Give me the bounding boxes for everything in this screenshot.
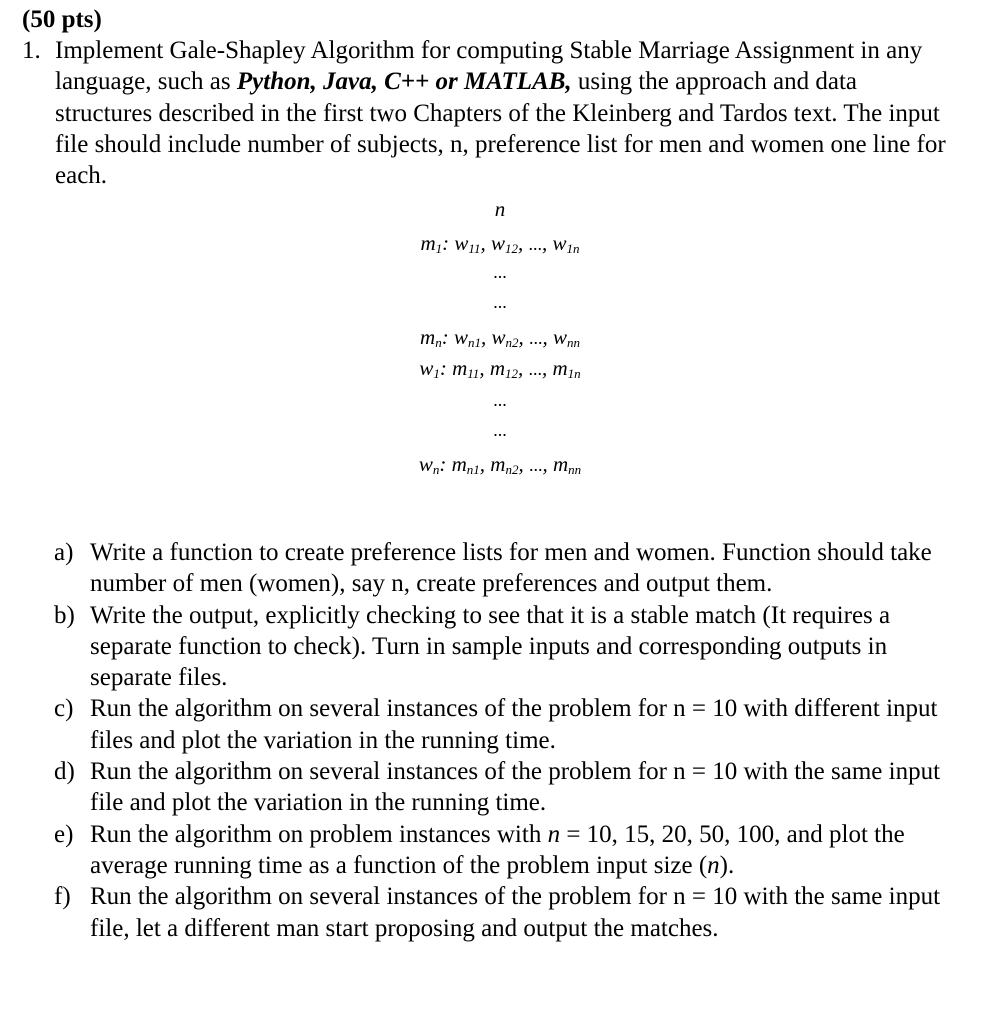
subpart-label: d) xyxy=(54,758,75,786)
subpart-a xyxy=(54,537,954,600)
subparts-list xyxy=(54,537,954,944)
format-ellipsis: ... xyxy=(493,262,507,282)
question-number: 1. xyxy=(22,37,41,64)
question-text-part: Implement Gale-Shapley Algorithm for computing Stable Marriage Assignment in any language, such as xyxy=(55,37,923,96)
points-heading: (50 pts) xyxy=(22,6,102,33)
subpart-b xyxy=(54,600,954,694)
subpart-text: Run the algorithm on several instances of the problem for n = 10 with the same input file and plot the variation in the running time. xyxy=(90,758,941,817)
subpart-d xyxy=(54,756,954,819)
subpart-text: Run the algorithm on problem instances with n = 10, 15, 20, 50, 100, and plot the average running time as a function of the problem input size (n). xyxy=(90,820,905,879)
question-1 xyxy=(22,35,982,191)
subpart-text: Run the algorithm on several instances of the problem for n = 10 with the same input file, let a different man start proposing and output the matches. xyxy=(90,883,941,942)
language-list: Python, Java, C++ or MATLAB, xyxy=(236,68,572,96)
question-text xyxy=(55,35,960,191)
subpart-label: c) xyxy=(54,695,74,723)
subpart-f xyxy=(54,881,954,944)
format-n-line: n xyxy=(494,197,506,221)
format-ellipsis: ... xyxy=(493,420,507,440)
format-women-first-line: $w_1$: $m_{11}$, $m_{12}$, ..., $m_{1n}$ xyxy=(419,356,581,381)
subpart-text: Write a function to create preference lists for men and women. Function should take number of men (women), say n, create preferences and output them. xyxy=(90,539,932,598)
format-women-last-line: $w_n$: $m_{n1}$, $m_{n2}$, ..., $m_{nn}$ xyxy=(418,452,582,477)
subpart-text: Run the algorithm on several instances of the problem for n = 10 with different input files and plot the variation in the running time. xyxy=(90,695,938,754)
question-text-part: using the approach and data structures described in the first two Chapters of the Kleinberg and Tardos text. The input file should include number of subjects, n, preference list for men and women one line for each. xyxy=(55,68,946,190)
format-ellipsis: ... xyxy=(493,390,507,410)
format-ellipsis: ... xyxy=(493,292,507,312)
subpart-e xyxy=(54,819,954,882)
subpart-label: f) xyxy=(54,883,71,911)
subpart-label: a) xyxy=(54,539,74,566)
subpart-label: b) xyxy=(54,601,75,629)
subpart-c xyxy=(54,693,954,756)
format-men-last-line: $m_n$: $w_{n1}$, $w_{n2}$, ..., $w_{nn}$ xyxy=(420,325,580,350)
subpart-label: e) xyxy=(54,820,74,848)
subpart-text: Write the output, explicitly checking to see that it is a stable match (It requires a separate function to check). Turn in sample inputs and corresponding outputs in separate files. xyxy=(90,601,891,692)
format-men-first-line: $m_1$: $w_{11}$, $w_{12}$, ..., $w_{1n}$ xyxy=(420,231,580,256)
